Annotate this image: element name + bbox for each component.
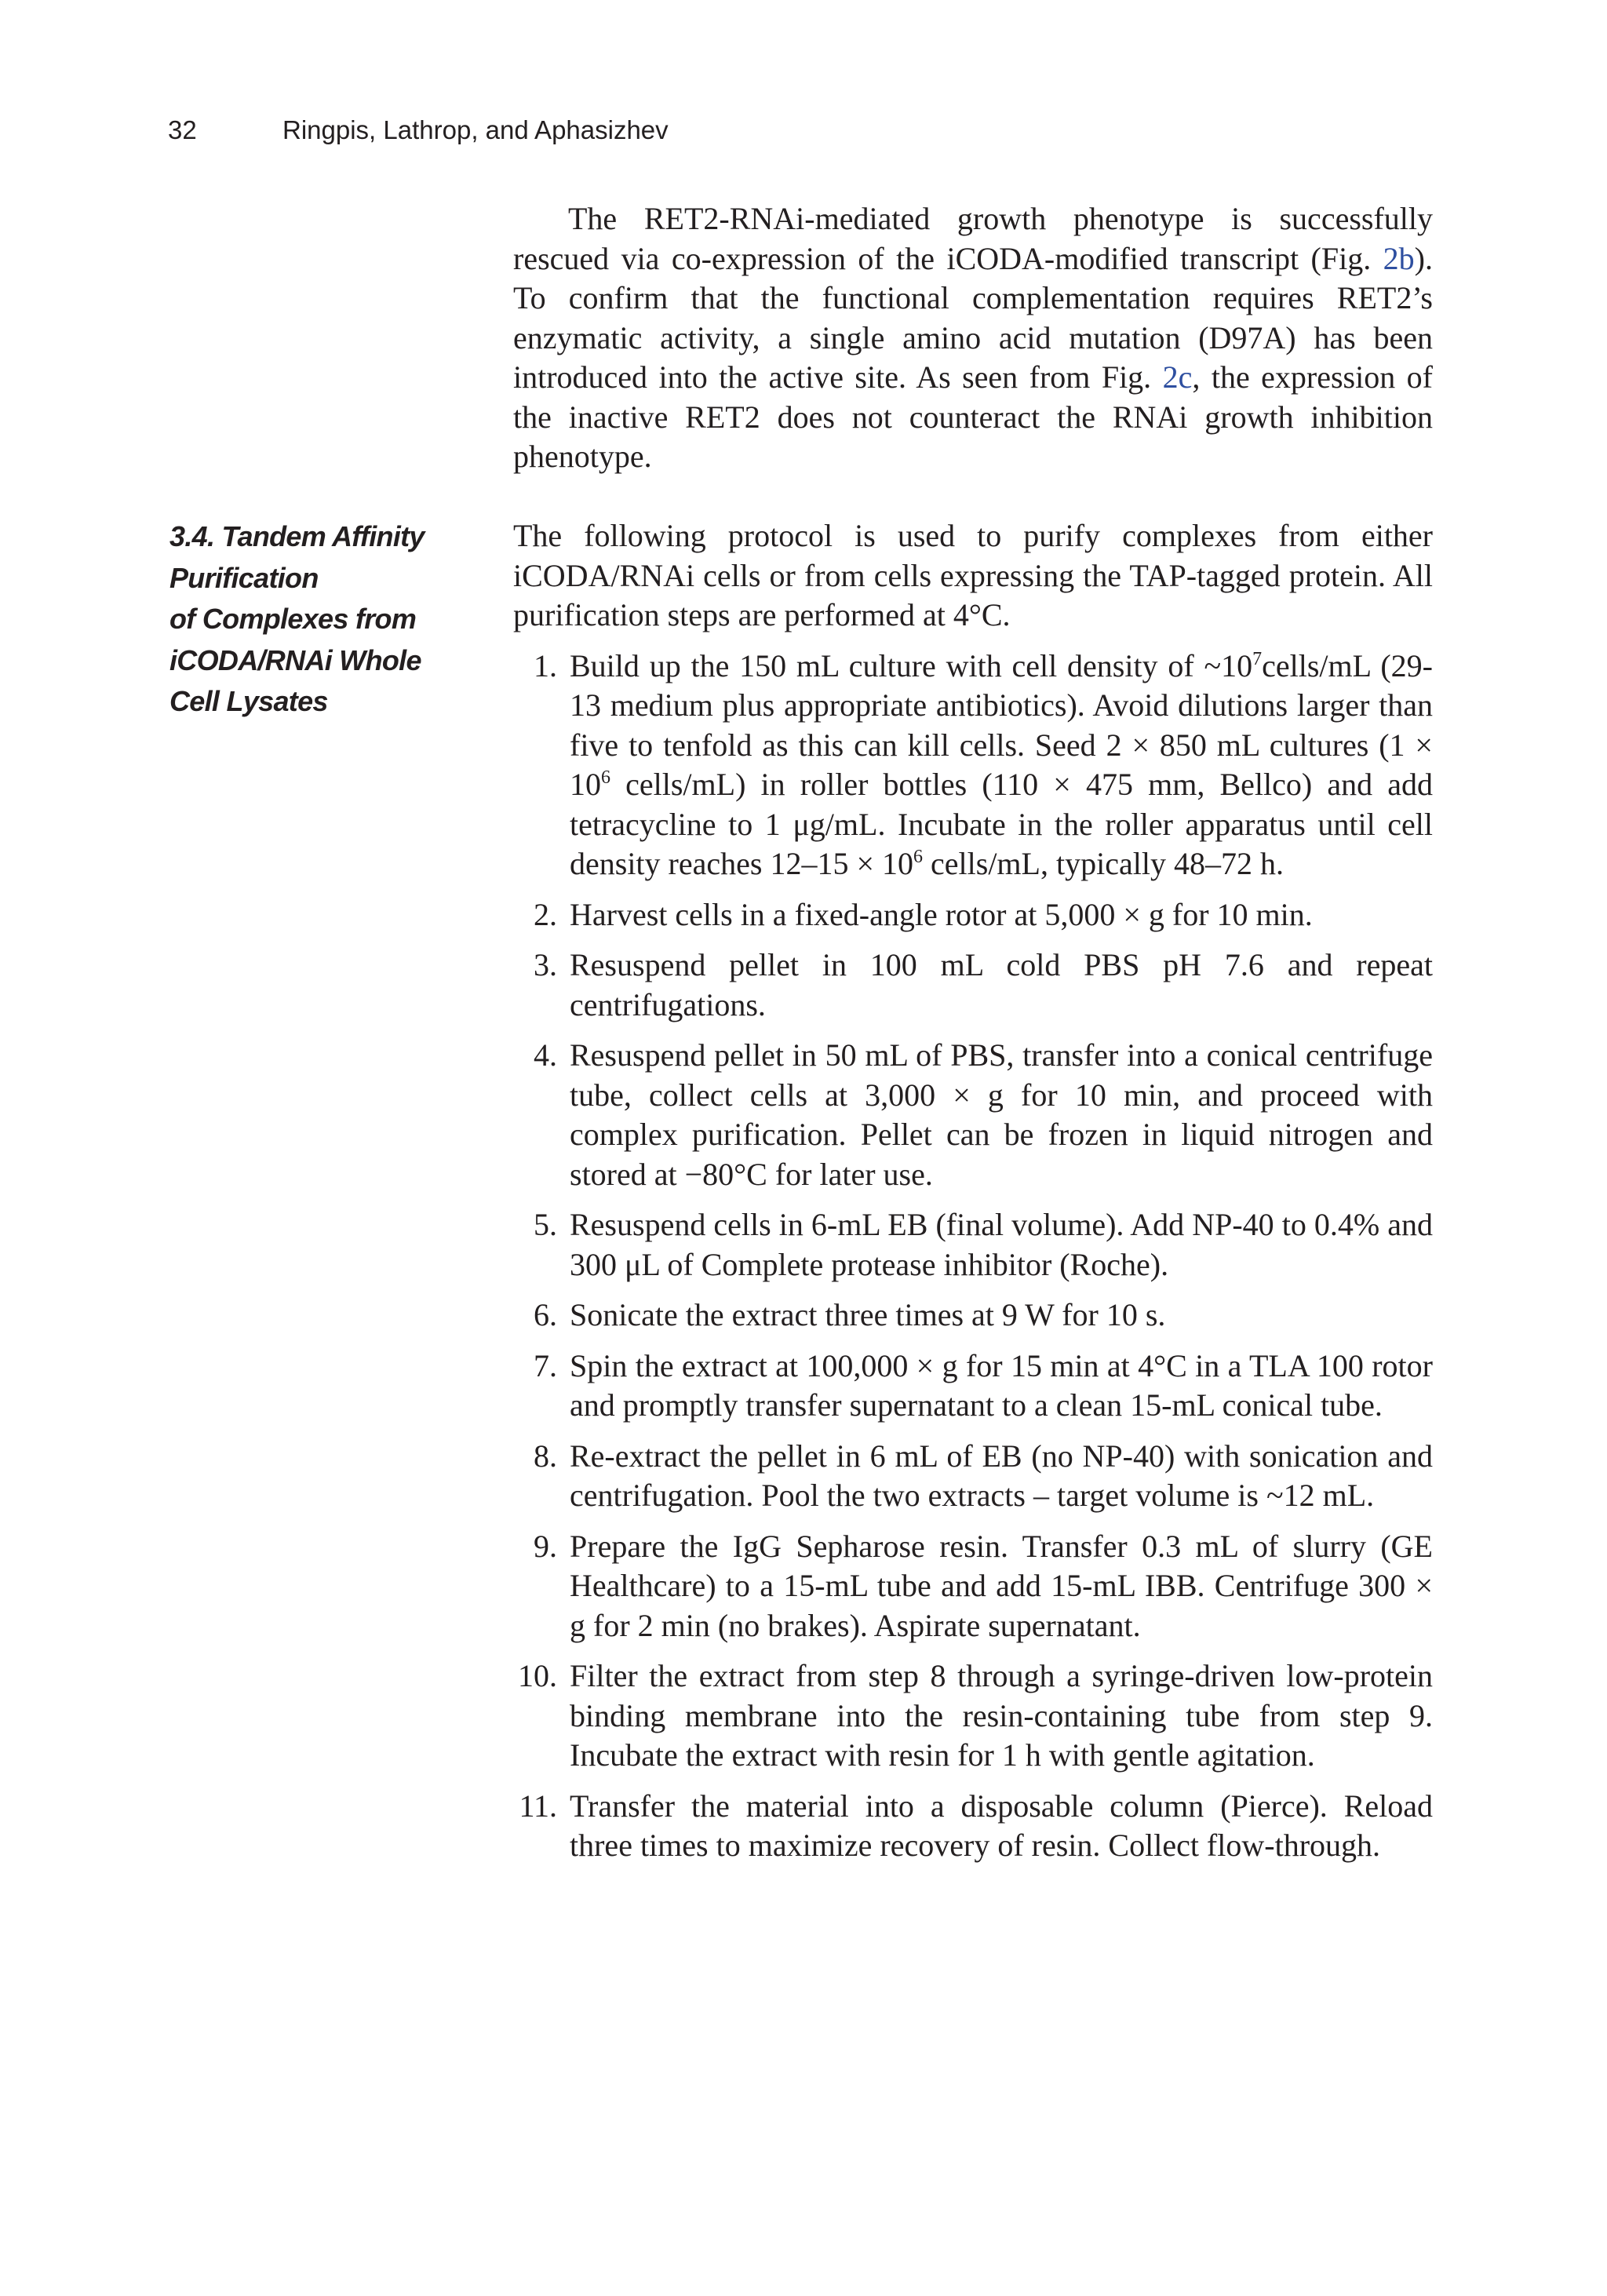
- step-text: cells/mL, typically 48–72 h.: [923, 846, 1284, 881]
- step-text: cells/mL) in roller bottles (110 × 475 mm, Bellco) and add tetracycline to 1 μg/mL. Incubate in the roller apparatus until cell density reaches 12–15 × 10: [570, 767, 1433, 881]
- step-number: 11.: [519, 1788, 557, 1824]
- protocol-steps: [513, 647, 1433, 1866]
- protocol-step-3: [513, 946, 1433, 1025]
- protocol-step-5: [513, 1205, 1433, 1285]
- step-text: Resuspend pellet in 100 mL cold PBS pH 7.6 and repeat centrifugations.: [570, 947, 1433, 1022]
- intro-text: ). To confirm that the functional complementation requires RET2’s enzymatic activity, a single amino acid mutation (D97A) has been introduced into the active site. As seen from Fig.: [513, 240, 1433, 395]
- protocol-step-2: [513, 895, 1433, 935]
- step-text: Filter the extract from step 8 through a syringe-driven low-protein binding membrane into the resin-containing tube from step 9. Incubate the extract with resin for 1 h with gentle agitation.: [570, 1658, 1433, 1773]
- protocol-step-9: [513, 1527, 1433, 1646]
- protocol-step-6: [513, 1296, 1433, 1336]
- step-number: 4.: [534, 1037, 557, 1073]
- section-heading-line: Cell Lysates: [169, 685, 328, 717]
- step-number: 7.: [534, 1347, 557, 1383]
- protocol-step-1: [513, 647, 1433, 884]
- step-number: 5.: [534, 1207, 557, 1242]
- step-number: 2.: [534, 896, 557, 932]
- step-text: Sonicate the extract three times at 9 W for 10 s.: [570, 1297, 1166, 1332]
- intro-text: The RET2-RNAi-mediated growth phenotype is successfully rescued via co-expression of the iCODA-modified transcript (Fig.: [513, 201, 1433, 276]
- section-heading: [169, 516, 460, 723]
- protocol-step-7: [513, 1347, 1433, 1426]
- superscript: 7: [1252, 648, 1263, 669]
- protocol-block: [513, 516, 1433, 1877]
- step-number: 8.: [534, 1438, 557, 1474]
- step-text: Harvest cells in a fixed-angle rotor at 5,000 × g for 10 min.: [570, 896, 1313, 932]
- running-header: [168, 112, 669, 148]
- page-number: 32: [168, 115, 197, 144]
- intro-block: [513, 199, 1433, 477]
- protocol-step-8: [513, 1437, 1433, 1516]
- step-number: 9.: [534, 1528, 557, 1564]
- step-text: Build up the 150 mL culture with cell density of ~10: [570, 647, 1253, 683]
- section-heading-line: iCODA/RNAi Whole: [169, 643, 421, 676]
- step-text: Prepare the IgG Sepharose resin. Transfer 0.3 mL of slurry (GE Healthcare) to a 15-mL tube and add 15-mL IBB. Centrifuge 300 × g for 2 min (no brakes). Aspirate supernatant.: [570, 1528, 1433, 1643]
- intro-text: , the expression of the inactive RET2 does not counteract the RNAi growth inhibition phenotype.: [513, 359, 1433, 474]
- section-heading-line: 3.4. Tandem Affinity: [169, 520, 425, 552]
- step-text: Re-extract the pellet in 6 mL of EB (no NP-40) with sonication and centrifugation. Pool the two extracts – target volume is ~12 mL.: [570, 1438, 1433, 1513]
- superscript: 6: [913, 847, 924, 867]
- superscript: 6: [601, 767, 610, 788]
- protocol-intro: The following protocol is used to purify complexes from either iCODA/RNAi cells or from cells expressing the TAP-tagged protein. All purification steps are performed at 4°C.: [513, 518, 1433, 632]
- protocol-step-10: [513, 1656, 1433, 1776]
- step-number: 6.: [534, 1297, 557, 1332]
- section-heading-line: of Complexes from: [169, 603, 417, 635]
- step-text: Transfer the material into a disposable column (Pierce). Reload three times to maximize recovery of resin. Collect flow-through.: [570, 1788, 1433, 1863]
- figure-link-2b[interactable]: 2b: [1383, 240, 1415, 276]
- step-number: 3.: [534, 947, 557, 982]
- step-text: Resuspend pellet in 50 mL of PBS, transfer into a conical centrifuge tube, collect cells at 3,000 × g for 10 min, and proceed with complex purification. Pellet can be frozen in liquid nitrogen and stored at −80°C for later use.: [570, 1037, 1433, 1192]
- figure-link-2c[interactable]: 2c: [1162, 359, 1193, 395]
- protocol-step-11: [513, 1787, 1433, 1866]
- step-text: Spin the extract at 100,000 × g for 15 min at 4°C in a TLA 100 rotor and promptly transfer supernatant to a clean 15-mL conical tube.: [570, 1347, 1433, 1423]
- intro-paragraph: [513, 199, 1433, 477]
- step-text: Resuspend cells in 6-mL EB (final volume). Add NP-40 to 0.4% and 300 μL of Complete protease inhibitor (Roche).: [570, 1207, 1433, 1282]
- step-text: cells/mL (29-13 medium plus appropriate antibiotics). Avoid dilutions larger than five to tenfold as this can kill cells. Seed 2 × 850 mL cultures (1 × 10: [570, 647, 1433, 802]
- protocol-step-4: [513, 1036, 1433, 1194]
- running-header-authors: Ringpis, Lathrop, and Aphasizhev: [282, 115, 669, 144]
- step-number: 10.: [518, 1658, 557, 1693]
- section-heading-line: Purification: [169, 561, 319, 594]
- step-number: 1.: [534, 647, 557, 683]
